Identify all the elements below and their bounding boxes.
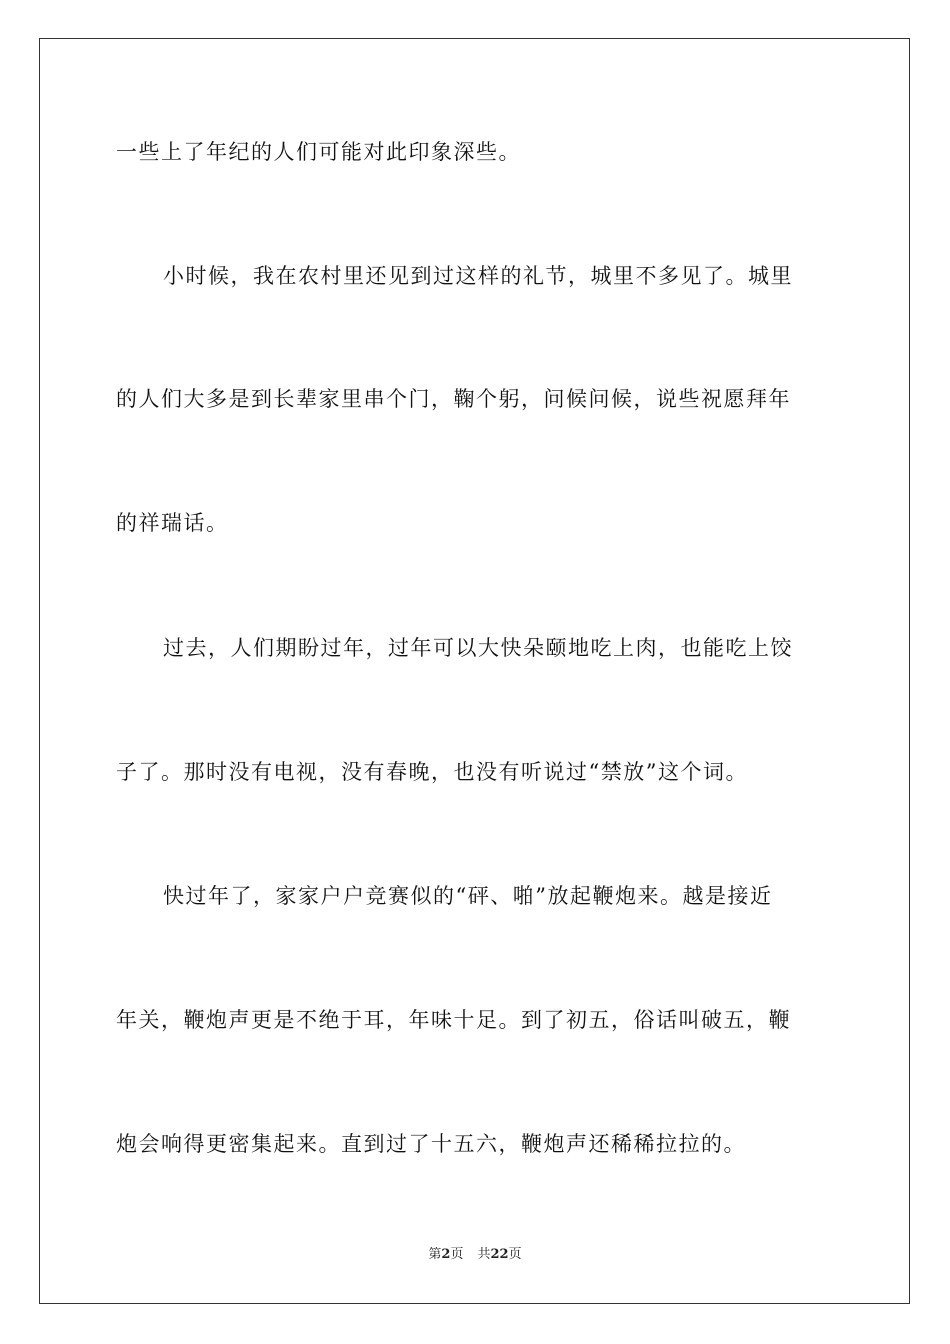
text-line-6: 子了。那时没有电视，没有春晚，也没有听说过“禁放”这个词。 bbox=[116, 760, 748, 784]
total-prefix: 共 bbox=[477, 1247, 491, 1262]
text-line-7: 快过年了，家家户户竞赛似的“砰、啪”放起鞭炮来。越是接近 bbox=[163, 884, 773, 908]
total-pages: 22 bbox=[490, 1247, 509, 1262]
text-line-2: 小时候，我在农村里还见到过这样的礼节，城里不多见了。城里 bbox=[163, 264, 793, 288]
page-prefix: 第 bbox=[428, 1247, 442, 1262]
total-suffix: 页 bbox=[508, 1247, 522, 1262]
text-line-8: 年关，鞭炮声更是不绝于耳，年味十足。到了初五，俗话叫破五，鞭 bbox=[116, 1008, 791, 1032]
text-line-5: 过去，人们期盼过年，过年可以大快朵颐地吃上肉，也能吃上饺 bbox=[163, 636, 793, 660]
page-border bbox=[39, 38, 910, 1304]
page-suffix: 页 bbox=[450, 1247, 464, 1262]
text-line-1: 一些上了年纪的人们可能对此印象深些。 bbox=[116, 140, 521, 164]
text-line-9: 炮会响得更密集起来。直到过了十五六，鞭炮声还稀稀拉拉的。 bbox=[116, 1132, 746, 1156]
text-line-3: 的人们大多是到长辈家里串个门，鞠个躬，问候问候，说些祝愿拜年 bbox=[116, 387, 791, 411]
page-number: 2 bbox=[441, 1247, 451, 1262]
page-footer bbox=[0, 1246, 950, 1264]
text-line-4: 的祥瑞话。 bbox=[116, 511, 229, 535]
